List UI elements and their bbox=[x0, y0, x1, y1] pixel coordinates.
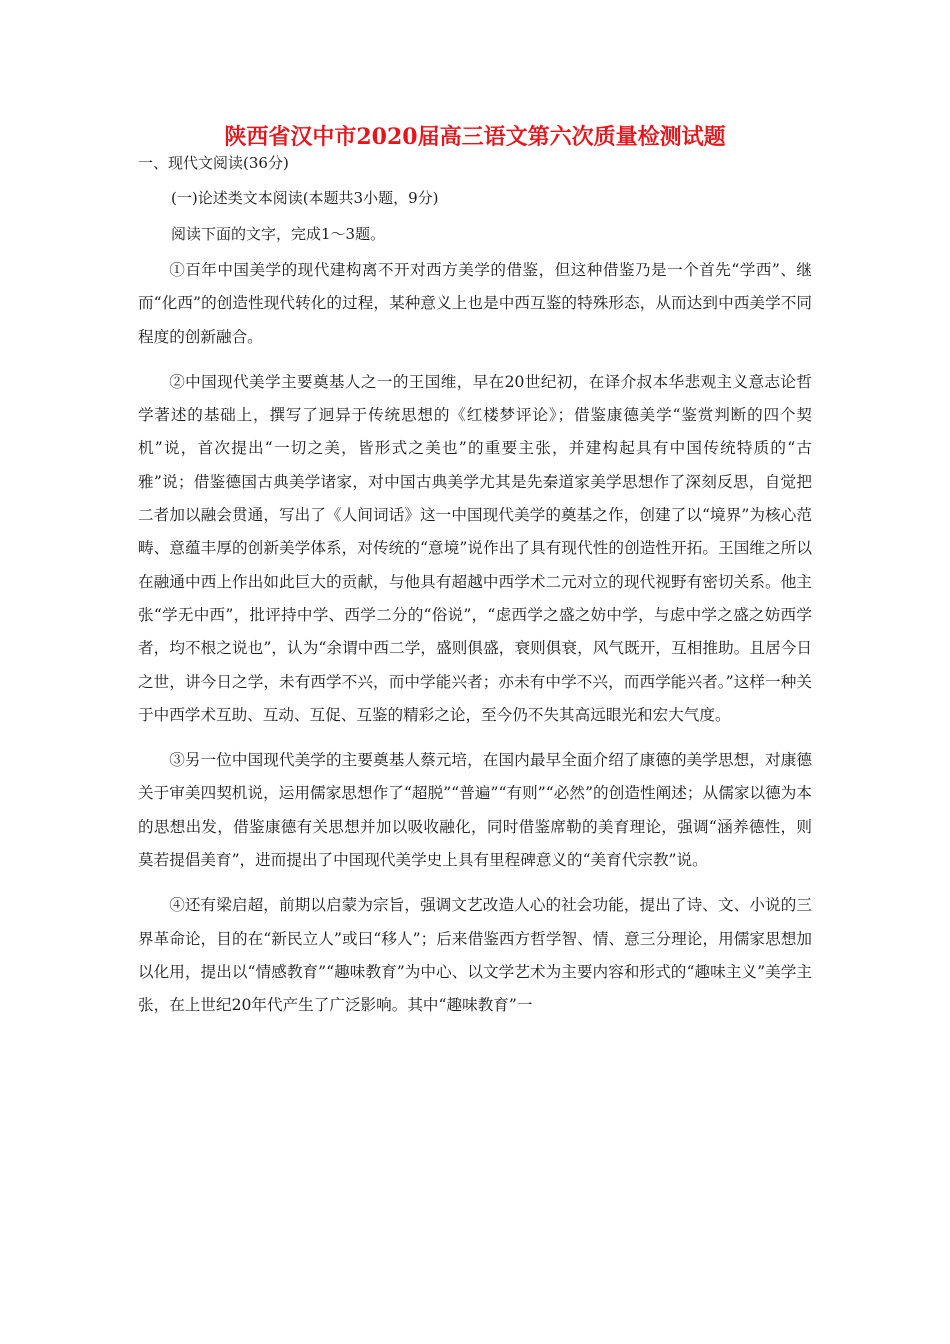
paragraph-2: ②中国现代美学主要奠基人之一的王国维，早在20世纪初，在译介叔本华悲观主义意志论哲学著述的基础上，撰写了迥异于传统思想的《红楼梦评论》；借鉴康德美学“鉴赏判断的四个契机”说，首次提出“一切之美，皆形式之美也”的重要主张，并建构起具有中国传统特质的“古雅”说；借鉴德国古典美学诸家，对中国古典美学尤其是先秦道家美学思想作了深刻反思，自觉把二者加以融会贯通，写出了《人间词话》这一中国现代美学的奠基之作，创建了以“境界”为核心范畴、意蕴丰厚的创新美学体系，对传统的“意境”说作出了具有现代性的创造性开拓。王国维之所以在融通中西上作出如此巨大的贡献，与他具有超越中西学术二元对立的现代视野有密切关系。他主张“学无中西”，批评持中学、西学二分的“俗说”，“虑西学之盛之妨中学，与虑中学之盛之妨西学者，均不根之说也”，认为“余谓中西二学，盛则俱盛，衰则俱衰，风气既开，互相推助。且居今日之世，讲今日之学，未有西学不兴，而中学能兴者；亦未有中学不兴，而西学能兴者。”这样一种关于中西学术互助、互动、互促、互鉴的精彩之论，至今仍不失其高远眼光和宏大气度。 bbox=[138, 372, 812, 724]
subsection-heading: (一)论述类文本阅读(本题共3小题，9分) bbox=[171, 189, 439, 207]
paragraph-1: ①百年中国美学的现代建构离不开对西方美学的借鉴，但这种借鉴乃是一个首先“学西”、继而“化西”的创造性现代转化的过程，某种意义上也是中西互鉴的特殊形态，从而达到中西美学不同程度的创新融合。 bbox=[138, 261, 812, 346]
paragraph-3: ③另一位中国现代美学的主要奠基人蔡元培，在国内最早全面介绍了康德的美学思想，对康德关于审美四契机说，运用儒家思想作了“超脱”“普遍”“有则”“必然”的创造性阐述；从儒家以德为本的思想出发，借鉴康德有关思想并加以吸收融化，同时借鉴席勒的美育理论，强调“涵养德性，则莫若提倡美育”，进而提出了中国现代美学史上具有里程碑意义的“美育代宗教”说。 bbox=[138, 751, 812, 870]
page-title: 陕西省汉中市2020届高三语文第六次质量检测试题 bbox=[224, 124, 726, 150]
reading-instruction: 阅读下面的文字，完成1～3题。 bbox=[171, 225, 386, 243]
paragraph-4: ④还有梁启超，前期以启蒙为宗旨，强调文艺改造人心的社会功能，提出了诗、文、小说的三界革命论，目的在“新民立人”或曰“移人”；后来借鉴西方哲学智、情、意三分理论，用儒家思想加以化用，提出以“情感教育”“趣味教育”为中心、以文学艺术为主要内容和形式的“趣味主义”美学主张，在上世纪20年代产生了广泛影响。其中“趣味教育”一 bbox=[138, 896, 812, 1015]
passage-body bbox=[138, 254, 812, 1035]
section-heading: 一、现代文阅读(36分) bbox=[138, 154, 289, 172]
